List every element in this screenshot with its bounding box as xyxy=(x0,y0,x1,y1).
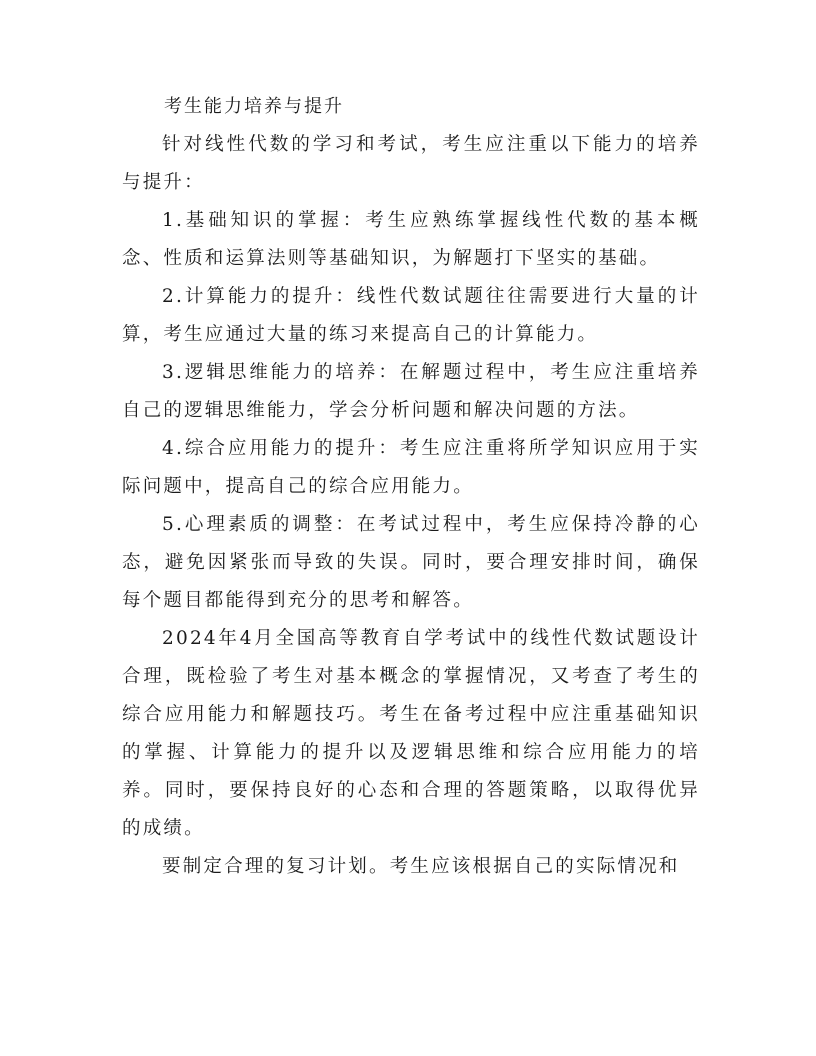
paragraph-item-4: 4.综合应用能力的提升：考生应注重将所学知识应用于实际问题中，提高自己的综合应用能力。 xyxy=(122,438,700,497)
paragraph-item-5: 5.心理素质的调整：在考试过程中，考生应保持冷静的心态，避免因紧张而导致的失误。同时，要合理安排时间，确保每个题目都能得到充分的思考和解答。 xyxy=(122,514,700,611)
paragraph-review-plan: 要制定合理的复习计划。考生应该根据自己的实际情况和 xyxy=(162,856,680,877)
paragraph-item-1: 1.基础知识的掌握：考生应熟练掌握线性代数的基本概念、性质和运算法则等基础知识，为解题打下坚实的基础。 xyxy=(122,210,700,269)
section-title: 考生能力培养与提升 xyxy=(164,96,344,117)
document-body xyxy=(122,88,700,886)
paragraph-item-2: 2.计算能力的提升：线性代数试题往往需要进行大量的计算，考生应通过大量的练习来提高自己的计算能力。 xyxy=(122,286,700,345)
paragraph-item-3: 3.逻辑思维能力的培养：在解题过程中，考生应注重培养自己的逻辑思维能力，学会分析问题和解决问题的方法。 xyxy=(122,362,700,421)
paragraph-intro: 针对线性代数的学习和考试，考生应注重以下能力的培养与提升： xyxy=(122,134,700,193)
paragraph-summary: 2024年4月全国高等教育自学考试中的线性代数试题设计合理，既检验了考生对基本概念的掌握情况，又考查了考生的综合应用能力和解题技巧。考生在备考过程中应注重基础知识的掌握、计算能力的提升以及逻辑思维和综合应用能力的培养。同时，要保持良好的心态和合理的答题策略，以取得优异的成绩。 xyxy=(122,628,700,839)
